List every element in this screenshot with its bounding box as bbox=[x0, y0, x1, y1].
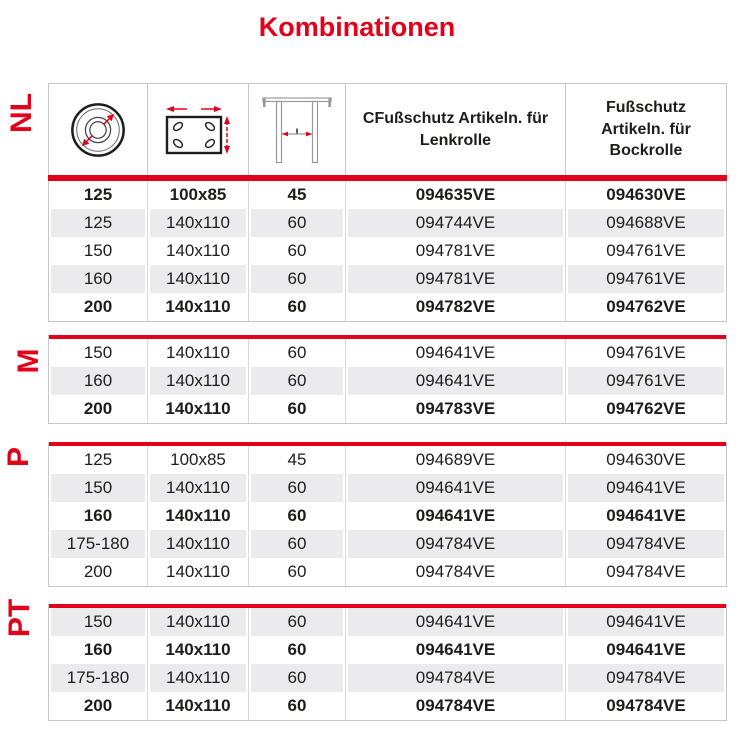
cell-wheel-diameter: 200 bbox=[83, 399, 113, 418]
cell-wheel-diameter: 150 bbox=[49, 474, 147, 502]
table-row bbox=[49, 367, 726, 395]
cell-bockrolle-article: 094630VE bbox=[565, 446, 726, 474]
table-row bbox=[49, 664, 726, 692]
cell-wheel-diameter: 125 bbox=[83, 450, 113, 469]
cell-lenkrolle-article: 094784VE bbox=[345, 558, 565, 586]
cell-lenkrolle-article: 094744VE bbox=[345, 209, 565, 237]
table-row bbox=[49, 608, 726, 636]
cell-wheel-diameter: 160 bbox=[49, 265, 147, 293]
cell-lenkrolle-article: 094782VE bbox=[345, 293, 565, 321]
cell-plate-size: 140x110 bbox=[147, 608, 248, 636]
cell-wheel-diameter: 200 bbox=[83, 696, 113, 715]
cell-lenkrolle-article: 094635VE bbox=[345, 181, 565, 209]
cell-height: 60 bbox=[248, 692, 345, 720]
cell-bockrolle-article: 094784VE bbox=[565, 664, 726, 692]
cell-bockrolle-article: 094641VE bbox=[565, 474, 726, 502]
cell-lenkrolle-article: 094689VE bbox=[345, 446, 565, 474]
cell-plate-size: 140x110 bbox=[147, 530, 248, 558]
cell-height: 45 bbox=[248, 181, 345, 209]
cell-bockrolle-article: 094641VE bbox=[565, 502, 726, 530]
table-row bbox=[49, 181, 726, 209]
cell-lenkrolle-article: 094781VE bbox=[345, 265, 565, 293]
cell-plate-size: 140x110 bbox=[147, 209, 248, 237]
table-row bbox=[49, 636, 726, 664]
cell-lenkrolle-article: 094783VE bbox=[345, 395, 565, 423]
cell-bockrolle-article: 094761VE bbox=[565, 367, 726, 395]
cell-height: 60 bbox=[248, 395, 345, 423]
cell-wheel-diameter: 175-180 bbox=[49, 664, 147, 692]
fork-height-icon bbox=[248, 84, 345, 175]
cell-plate-size: 100x85 bbox=[147, 446, 248, 474]
cell-height: 60 bbox=[248, 339, 345, 367]
cell-bockrolle-article: 094761VE bbox=[565, 237, 726, 265]
cell-height: 60 bbox=[248, 265, 345, 293]
cell-wheel-diameter: 125 bbox=[49, 209, 147, 237]
cell-bockrolle-article: 094688VE bbox=[565, 209, 726, 237]
cell-wheel-diameter: 125 bbox=[83, 185, 113, 204]
cell-bockrolle-article: 094761VE bbox=[565, 265, 726, 293]
cell-lenkrolle-article: 094781VE bbox=[345, 237, 565, 265]
cell-plate-size: 140x110 bbox=[147, 367, 248, 395]
cell-plate-size: 140x110 bbox=[147, 293, 248, 321]
cell-height: 60 bbox=[248, 209, 345, 237]
cell-wheel-diameter: 200 bbox=[83, 562, 113, 581]
table-section bbox=[48, 442, 727, 587]
cell-plate-size: 140x110 bbox=[147, 664, 248, 692]
cell-lenkrolle-article: 094641VE bbox=[345, 367, 565, 395]
cell-lenkrolle-article: 094784VE bbox=[345, 530, 565, 558]
column-header-lenkrolle: CFußschutz Artikeln. für Lenkrolle bbox=[345, 84, 565, 175]
cell-height: 60 bbox=[248, 237, 345, 265]
cell-height: 45 bbox=[248, 446, 345, 474]
section-label-p: P bbox=[2, 446, 35, 468]
table-row bbox=[49, 209, 726, 237]
cell-wheel-diameter: 160 bbox=[83, 640, 113, 659]
plate-size-icon bbox=[147, 84, 248, 175]
cell-wheel-diameter: 150 bbox=[83, 343, 113, 362]
cell-height: 60 bbox=[248, 636, 345, 664]
cell-lenkrolle-article: 094641VE bbox=[345, 339, 565, 367]
column-header-bockrolle: Fußschutz Artikeln. für Bockrolle bbox=[565, 84, 726, 175]
section-label-m: M bbox=[12, 348, 45, 374]
cell-plate-size: 140x110 bbox=[147, 692, 248, 720]
table-row bbox=[49, 692, 726, 720]
cell-bockrolle-article: 094630VE bbox=[565, 181, 726, 209]
cell-height: 60 bbox=[248, 608, 345, 636]
table-row bbox=[49, 446, 726, 474]
cell-bockrolle-article: 094762VE bbox=[565, 395, 726, 423]
cell-bockrolle-article: 094784VE bbox=[565, 692, 726, 720]
cell-bockrolle-article: 094761VE bbox=[565, 339, 726, 367]
table-row bbox=[49, 558, 726, 586]
table-row bbox=[49, 237, 726, 265]
cell-plate-size: 140x110 bbox=[147, 237, 248, 265]
cell-lenkrolle-article: 094641VE bbox=[345, 502, 565, 530]
cell-plate-size: 140x110 bbox=[147, 474, 248, 502]
table-row bbox=[49, 293, 726, 321]
table-row bbox=[49, 339, 726, 367]
cell-plate-size: 140x110 bbox=[147, 636, 248, 664]
cell-lenkrolle-article: 094641VE bbox=[345, 474, 565, 502]
cell-height: 60 bbox=[248, 502, 345, 530]
cell-bockrolle-article: 094641VE bbox=[565, 608, 726, 636]
cell-plate-size: 100x85 bbox=[147, 181, 248, 209]
wheel-diameter-icon bbox=[49, 84, 147, 175]
table-row bbox=[49, 474, 726, 502]
section-label-nl: NL bbox=[5, 93, 38, 133]
cell-wheel-diameter: 160 bbox=[49, 367, 147, 395]
table-section bbox=[48, 181, 727, 322]
cell-wheel-diameter: 160 bbox=[83, 506, 113, 525]
cell-lenkrolle-article: 094784VE bbox=[345, 692, 565, 720]
cell-bockrolle-article: 094641VE bbox=[565, 636, 726, 664]
cell-wheel-diameter: 175-180 bbox=[49, 530, 147, 558]
cell-wheel-diameter: 200 bbox=[83, 297, 113, 316]
cell-lenkrolle-article: 094784VE bbox=[345, 664, 565, 692]
cell-lenkrolle-article: 094641VE bbox=[345, 636, 565, 664]
table-header bbox=[48, 83, 727, 175]
table-section bbox=[48, 604, 727, 721]
cell-lenkrolle-article: 094641VE bbox=[345, 608, 565, 636]
cell-plate-size: 140x110 bbox=[147, 265, 248, 293]
cell-bockrolle-article: 094784VE bbox=[565, 558, 726, 586]
cell-height: 60 bbox=[248, 474, 345, 502]
cell-bockrolle-article: 094762VE bbox=[565, 293, 726, 321]
section-label-pt: PT bbox=[3, 598, 36, 638]
cell-wheel-diameter: 150 bbox=[83, 241, 113, 260]
cell-height: 60 bbox=[248, 664, 345, 692]
table-row bbox=[49, 502, 726, 530]
table-section bbox=[48, 335, 727, 424]
combinations-table bbox=[48, 83, 727, 721]
cell-plate-size: 140x110 bbox=[147, 395, 248, 423]
cell-plate-size: 140x110 bbox=[147, 502, 248, 530]
table-row bbox=[49, 265, 726, 293]
cell-plate-size: 140x110 bbox=[147, 339, 248, 367]
cell-bockrolle-article: 094784VE bbox=[565, 530, 726, 558]
cell-height: 60 bbox=[248, 293, 345, 321]
table-row bbox=[49, 530, 726, 558]
cell-wheel-diameter: 150 bbox=[49, 608, 147, 636]
table-row bbox=[49, 395, 726, 423]
page-title: Kombinationen bbox=[258, 12, 456, 42]
cell-plate-size: 140x110 bbox=[147, 558, 248, 586]
cell-height: 60 bbox=[248, 367, 345, 395]
cell-height: 60 bbox=[248, 558, 345, 586]
cell-height: 60 bbox=[248, 530, 345, 558]
